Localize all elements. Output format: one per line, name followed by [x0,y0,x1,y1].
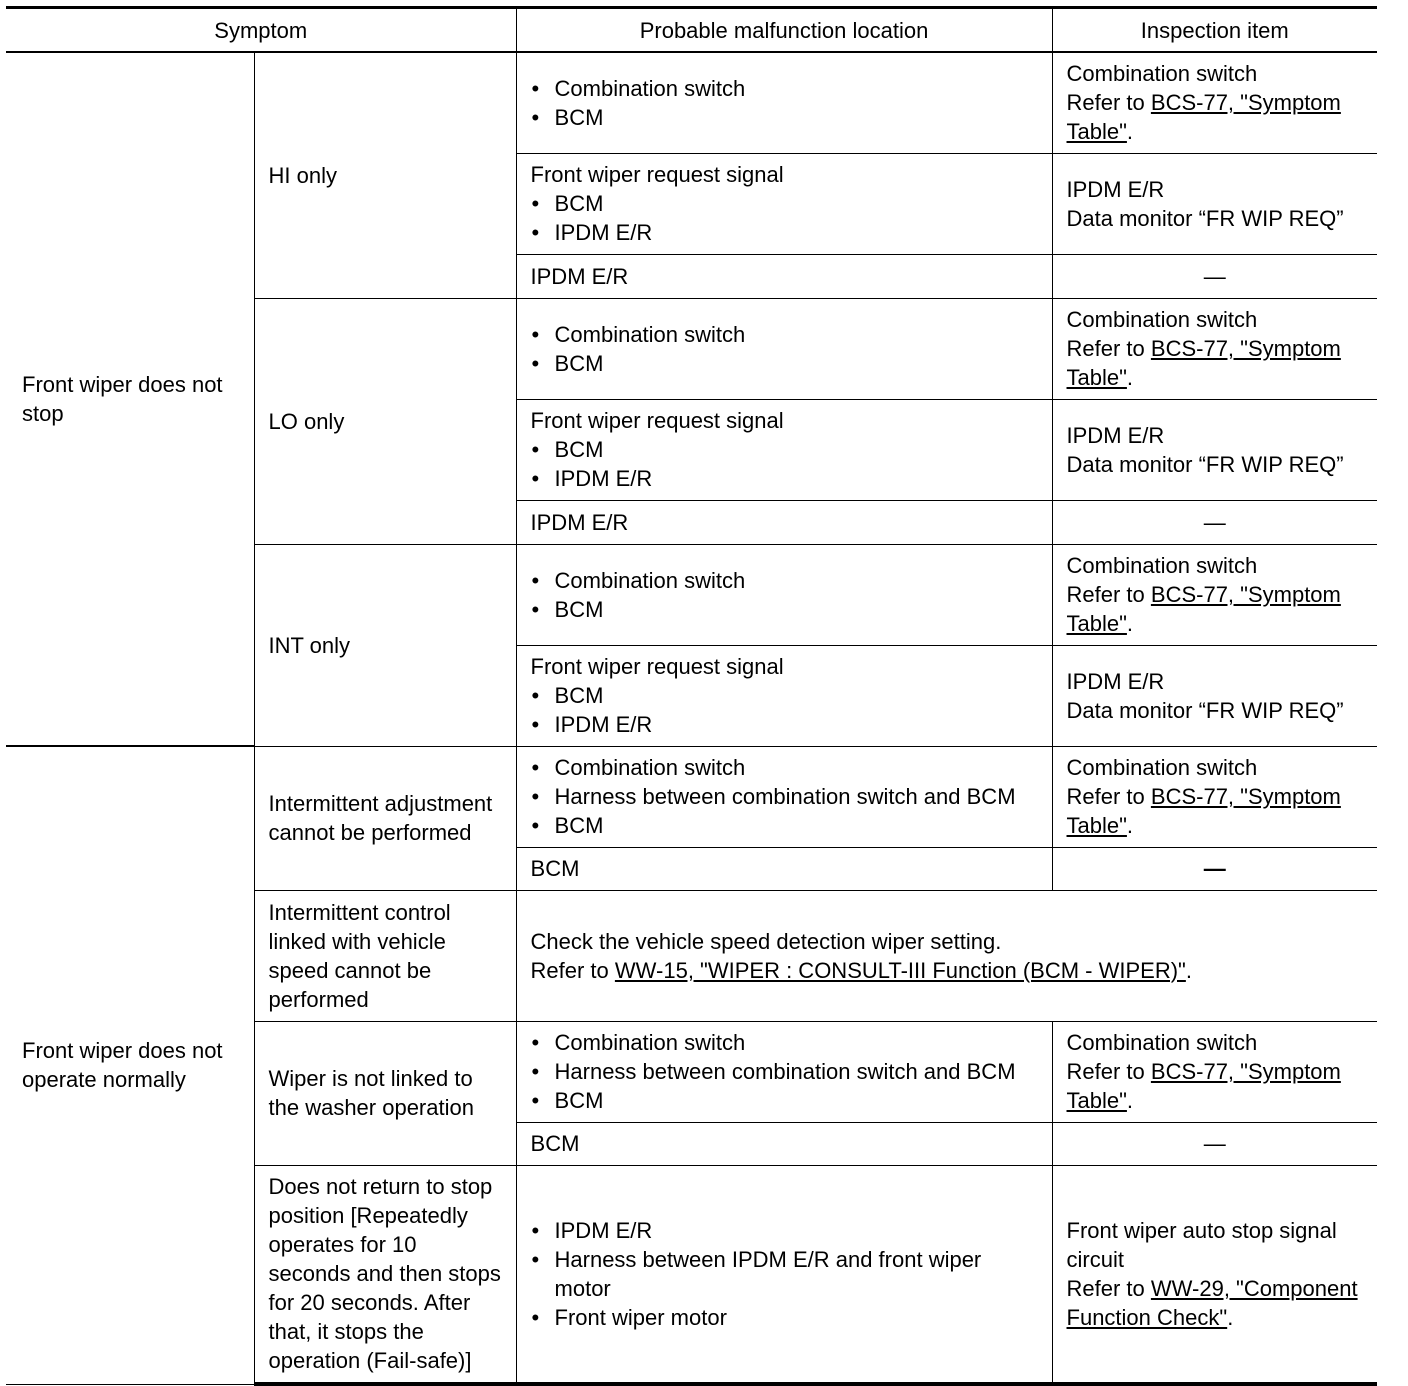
inspection-cell [1052,399,1377,500]
location-cell [516,153,1052,254]
list-item: • Combination switch [531,566,1038,595]
location-cell [516,645,1052,746]
reference-link[interactable]: BCS-77, "Symptom Table" [1066,336,1341,390]
inspection-title: Combination switch [1066,61,1258,87]
reference-link[interactable]: BCS-77, "Symptom Table" [1066,582,1341,636]
inspection-title: Combination switch [1066,1030,1258,1055]
refer-label: Refer to [1066,582,1151,607]
list-item: • BCM [531,435,1038,464]
location-cell [516,746,1052,847]
inspection-cell: Front wiper auto stop signal circuit Refer to WW-29, "Component Function Check". [1052,1165,1377,1384]
list-item: • IPDM E/R [531,218,1038,247]
location-cell [516,298,1052,399]
list-item: • BCM [531,349,1038,378]
inspection-cell: Combination switch Refer to BCS-77, "Symptom Table". [1052,544,1377,645]
inspection-title: Front wiper auto stop signal circuit [1066,1217,1337,1272]
location-cell: Check the vehicle speed detection wiper setting. Refer to WW-15, "WIPER : CONSULT-III Function (BCM - WIPER)". [516,890,1377,1021]
refer-label: Refer to [1066,784,1151,809]
inspection-dash: — [1052,500,1377,544]
location-cell [516,544,1052,645]
location-cell [516,1165,1052,1384]
inspection-cell: Combination switch Refer to BCS-77, "Symptom Table". [1052,52,1377,153]
data-monitor-text: Data monitor “FR WIP REQ” [1066,451,1344,477]
symptom-does-not-operate-normally: Front wiper does not operate normally [6,746,254,1384]
refer-label: Refer to [1066,1059,1151,1084]
data-monitor-text: Data monitor “FR WIP REQ” [1066,697,1344,723]
symptom-table [6,6,1377,1386]
sub-washer-link: Wiper is not linked to the washer operation [254,1021,516,1165]
list-item: • BCM [531,811,1038,840]
inspection-cell [1052,645,1377,746]
header-symptom: Symptom [6,8,516,53]
reference-link[interactable]: BCS-77, "Symptom Table" [1066,784,1341,838]
inspection-title: Combination switch [1066,755,1258,780]
table-row [6,746,1377,847]
inspection-cell [1052,153,1377,254]
inspection-title: Combination switch [1066,553,1258,578]
location-cell: BCM [516,1122,1052,1165]
sub-intermittent-adjustment: Intermittent adjustment cannot be performed [254,746,516,890]
list-item: • BCM [531,1086,1038,1115]
data-monitor-text: Data monitor “FR WIP REQ” [1066,205,1344,231]
location-cell: IPDM E/R [516,500,1052,544]
inspection-title: IPDM E/R [1066,668,1165,694]
list-item: • Combination switch [531,74,1038,103]
location-title: Front wiper request signal [530,408,784,433]
inspection-cell: Combination switch Refer to BCS-77, "Symptom Table". [1052,746,1377,847]
reference-link[interactable]: BCS-77, "Symptom Table" [1066,1059,1341,1113]
list-item: • Combination switch [531,1028,1038,1057]
location-title: Front wiper request signal [530,654,784,679]
list-item: • Harness between combination switch and BCM [531,1057,1038,1086]
sub-hi-only: HI only [254,52,516,298]
list-item: • BCM [531,189,1038,218]
location-cell: IPDM E/R [516,254,1052,298]
list-item: • BCM [531,595,1038,624]
inspection-cell: Combination switch Refer to BCS-77, "Symptom Table". [1052,298,1377,399]
reference-link[interactable]: WW-15, "WIPER : CONSULT-III Function (BCM - WIPER)" [614,957,1186,983]
refer-label: Refer to [530,957,615,983]
list-item: • Front wiper motor [531,1303,1038,1332]
list-item: • Combination switch [531,753,1038,782]
symptom-does-not-stop: Front wiper does not stop [6,52,254,746]
list-item: • Harness between combination switch and BCM [531,782,1038,811]
location-title: Front wiper request signal [530,162,784,187]
sub-no-return: Does not return to stop position [Repeatedly operates for 10 seconds and then stops for 20 seconds. After that, it stops the operation (Fail-safe)] [254,1165,516,1384]
check-setting-text: Check the vehicle speed detection wiper setting. [530,928,1002,954]
inspection-title: IPDM E/R [1066,176,1165,202]
inspection-cell: Combination switch Refer to BCS-77, "Symptom Table". [1052,1021,1377,1122]
sub-int-only: INT only [254,544,516,746]
header-inspection: Inspection item [1052,8,1377,53]
reference-link[interactable]: WW-29, "Component Function Check" [1066,1275,1358,1330]
location-cell [516,399,1052,500]
list-item: • IPDM E/R [531,710,1038,739]
list-item: • BCM [531,103,1038,132]
location-cell: BCM [516,847,1052,890]
refer-label: Refer to [1066,90,1151,116]
sub-intermittent-control: Intermittent control linked with vehicle speed cannot be performed [254,890,516,1021]
table-header-row [6,8,1377,53]
sub-lo-only: LO only [254,298,516,544]
location-cell [516,1021,1052,1122]
table-row [6,52,1377,153]
list-item: • IPDM E/R [531,1216,1038,1245]
refer-label: Refer to [1066,336,1151,361]
inspection-dash: — [1052,1122,1377,1165]
reference-link[interactable]: BCS-77, "Symptom Table" [1066,90,1341,145]
inspection-dash: — [1052,254,1377,298]
list-item: • BCM [531,681,1038,710]
list-item: • Combination switch [531,320,1038,349]
inspection-title: Combination switch [1066,307,1258,332]
header-location: Probable malfunction location [516,8,1052,53]
refer-label: Refer to [1066,1275,1151,1301]
location-cell [516,52,1052,153]
list-item: • Harness between IPDM E/R and front wiper motor [531,1245,1038,1303]
inspection-title: IPDM E/R [1066,422,1165,448]
inspection-dash: — [1052,847,1377,890]
list-item: • IPDM E/R [531,464,1038,493]
